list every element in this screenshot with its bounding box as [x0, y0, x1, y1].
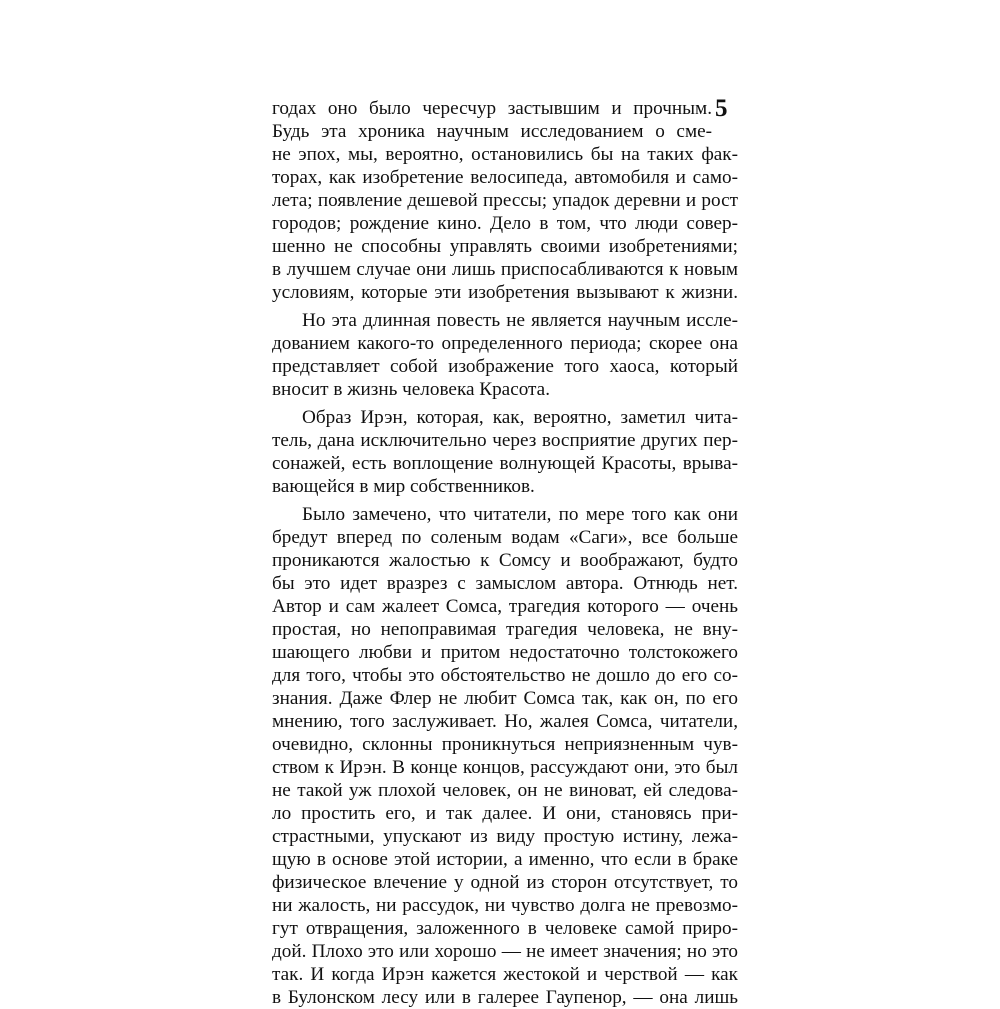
text-line: шенно не способны управлять своими изобретениями; — [272, 236, 738, 257]
text-line: представляет собой изображение того хаоса, который — [272, 356, 738, 377]
text-line: вносит в жизнь человека Красота. — [272, 379, 550, 400]
text-line: физическое влечение у одной из сторон отсутствует, то — [272, 872, 738, 893]
text-line: годах оно было чересчур застывшим и прочным. — [272, 98, 712, 119]
text-line: простая, но непоправимая трагедия человека, не вну- — [272, 619, 738, 640]
text-line: дой. Плохо это или хорошо — не имеет значения; но это — [272, 941, 738, 962]
text-line: ством к Ирэн. В конце концов, рассуждают они, это был — [272, 757, 738, 778]
text-line: шающего любви и притом недостаточно толстокожего — [272, 642, 738, 663]
text-line: лета; появление дешевой прессы; упадок деревни и рост — [272, 190, 738, 211]
page-number: 5 — [715, 95, 728, 122]
text-line: страстными, упускают из виду простую истину, лежа- — [272, 826, 738, 847]
text-line: ни жалость, ни рассудок, ни чувство долга не превозмо- — [272, 895, 738, 916]
text-line: гут отвращения, заложенного в человеке самой приро- — [272, 918, 738, 939]
text-line: мнению, того заслуживает. Но, жалея Сомса, читатели, — [272, 711, 738, 732]
text-line: бы это идет вразрез с замыслом автора. Отнюдь нет. — [272, 573, 738, 594]
text-line: для того, чтобы это обстоятельство не дошло до его со- — [272, 665, 738, 686]
text-line: Автор и сам жалеет Сомса, трагедия которого — очень — [272, 596, 738, 617]
text-line: условиям, которые эти изобретения вызывают к жизни. — [272, 282, 738, 303]
text-line: Было замечено, что читатели, по мере того как они — [302, 504, 738, 525]
text-line: Но эта длинная повесть не является научным иссле- — [302, 310, 738, 331]
text-line: не эпох, мы, вероятно, остановились бы на таких фак- — [272, 144, 738, 165]
text-line: Будь эта хроника научным исследованием о сме- — [272, 121, 712, 142]
text-line: в лучшем случае они лишь приспосабливаются к новым — [272, 259, 738, 280]
text-line: городов; рождение кино. Дело в том, что люди совер- — [272, 213, 738, 234]
text-line: тель, дана исключительно через восприятие других пер- — [272, 430, 738, 451]
body-text — [272, 97, 738, 1009]
text-line: знания. Даже Флер не любит Сомса так, как он, по его — [272, 688, 738, 709]
text-line: бредут вперед по соленым водам «Саги», все больше — [272, 527, 738, 548]
text-line: проникаются жалостью к Сомсу и воображают, будто — [272, 550, 738, 571]
text-line: очевидно, склонны проникнуться неприязненным чув- — [272, 734, 738, 755]
text-line: Образ Ирэн, которая, как, вероятно, заметил чита- — [302, 407, 738, 428]
text-line: ло простить его, и так далее. И они, становясь при- — [272, 803, 738, 824]
text-line: сонажей, есть воплощение волнующей Красоты, врыва- — [272, 453, 738, 474]
text-line: так. И когда Ирэн кажется жестокой и черствой — как — [272, 964, 738, 985]
text-line: дованием какого-то определенного периода; скорее она — [272, 333, 738, 354]
text-line: не такой уж плохой человек, он не виноват, ей следова- — [272, 780, 738, 801]
text-line: вающейся в мир собственников. — [272, 476, 535, 497]
text-line: торах, как изобретение велосипеда, автомобиля и само- — [272, 167, 738, 188]
text-line: щую в основе этой истории, а именно, что если в браке — [272, 849, 738, 870]
text-line: в Булонском лесу или в галерее Гаупенор, — она лишь — [272, 987, 738, 1008]
